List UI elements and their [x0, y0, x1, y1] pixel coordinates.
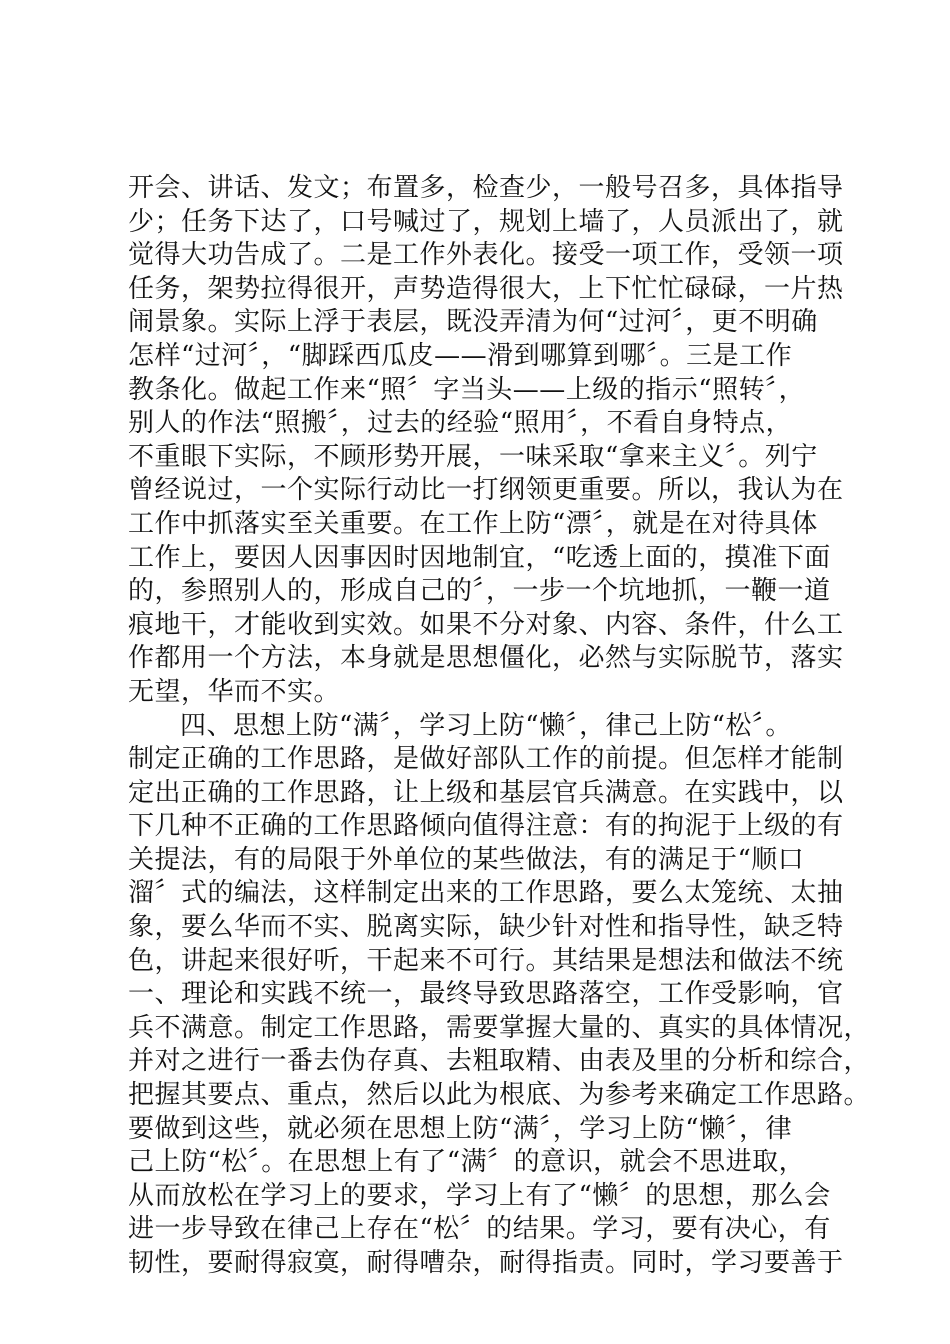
text-line: 制定正确的工作思路，是做好部队工作的前提。但怎样才能制	[128, 744, 844, 775]
text-line: 把握其要点、重点，然后以此为根底、为参考来确定工作思路。	[128, 1080, 871, 1111]
text-line: 溜〞式的编法，这样制定出来的工作思路，要么太笼统、太抽	[128, 878, 844, 909]
text-line: 作都用一个方法，本身就是思想僵化，必然与实际脱节，落实	[128, 643, 844, 674]
text-line: 曾经说过，一个实际行动比一打纲领更重要。所以，我认为在	[128, 475, 844, 506]
text-line: 色，讲起来很好听，干起来不可行。其结果是想法和做法不统	[128, 945, 844, 976]
section-heading-line: 四、思想上防“满〞，学习上防“懒〞，律己上防“松〞。	[180, 710, 792, 741]
text-line: 痕地干，才能收到实效。如果不分对象、内容、条件，什么工	[128, 609, 844, 640]
text-line: 觉得大功告成了。二是工作外表化。接受一项工作，受领一项	[128, 240, 844, 271]
text-line: 不重眼下实际，不顾形势开展，一味采取“拿来主义〞。列宁	[128, 441, 818, 472]
text-line: 从而放松在学习上的要求，学习上有了“懒〞的思想，那么会	[128, 1180, 831, 1211]
body-text	[128, 172, 871, 1281]
text-line: 教条化。做起工作来“照〞字当头——上级的指示“照转〞，	[128, 374, 806, 405]
text-line: 己上防“松〞。在思想上有了“满〞的意识，就会不思进取，	[128, 1147, 806, 1178]
text-line: 定出正确的工作思路，让上级和基层官兵满意。在实践中，以	[128, 777, 844, 808]
text-line: 韧性，要耐得寂寞，耐得嘈杂，耐得指责。同时，学习要善于	[128, 1248, 844, 1278]
text-line: 开会、讲话、发文；布置多，检查少，一般号召多，具体指导	[128, 173, 844, 203]
text-line: 并对之进行一番去伪存真、去粗取精、由表及里的分析和综合，	[128, 1046, 871, 1077]
text-line: 要做到这些，就必须在思想上防“满〞，学习上防“懒〞，律	[128, 1113, 793, 1144]
text-line: 无望，华而不实。	[128, 676, 341, 707]
text-line: 一、理论和实践不统一，最终导致思路落空，工作受影响，官	[128, 979, 844, 1010]
text-line: 兵不满意。制定工作思路，需要掌握大量的、真实的具体情况，	[128, 1012, 871, 1043]
text-line: 别人的作法“照搬〞，过去的经验“照用〞，不看自身特点，	[128, 408, 793, 439]
text-line: 的，参照别人的，形成自己的〞，一步一个坑地抓，一鞭一道	[128, 576, 831, 607]
text-line: 进一步导致在律己上存在“松〞的结果。学习，要有决心，有	[128, 1214, 831, 1245]
text-line: 任务，架势拉得很开，声势造得很大，上下忙忙碌碌，一片热	[128, 273, 844, 304]
text-line: 闹景象。实际上浮于表层，既没弄清为何“过河〞，更不明确	[128, 307, 818, 338]
text-line: 工作中抓落实至关重要。在工作上防“漂〞，就是在对待具体	[128, 508, 818, 539]
text-line: 象，要么华而不实、脱离实际，缺少针对性和指导性，缺乏特	[128, 912, 844, 943]
text-line: 下几种不正确的工作思路倾向值得注意：有的拘泥于上级的有	[128, 811, 844, 842]
text-line: 少；任务下达了，口号喊过了，规划上墙了，人员派出了，就	[128, 206, 844, 237]
text-line: 关提法，有的局限于外单位的某些做法，有的满足于“顺口	[128, 844, 805, 875]
text-line: 怎样“过河〞，“脚踩西瓜皮——滑到哪算到哪〞。三是工作	[128, 340, 793, 371]
text-line: 工作上，要因人因事因时因地制宜，“吃透上面的，摸准下面	[128, 542, 831, 573]
